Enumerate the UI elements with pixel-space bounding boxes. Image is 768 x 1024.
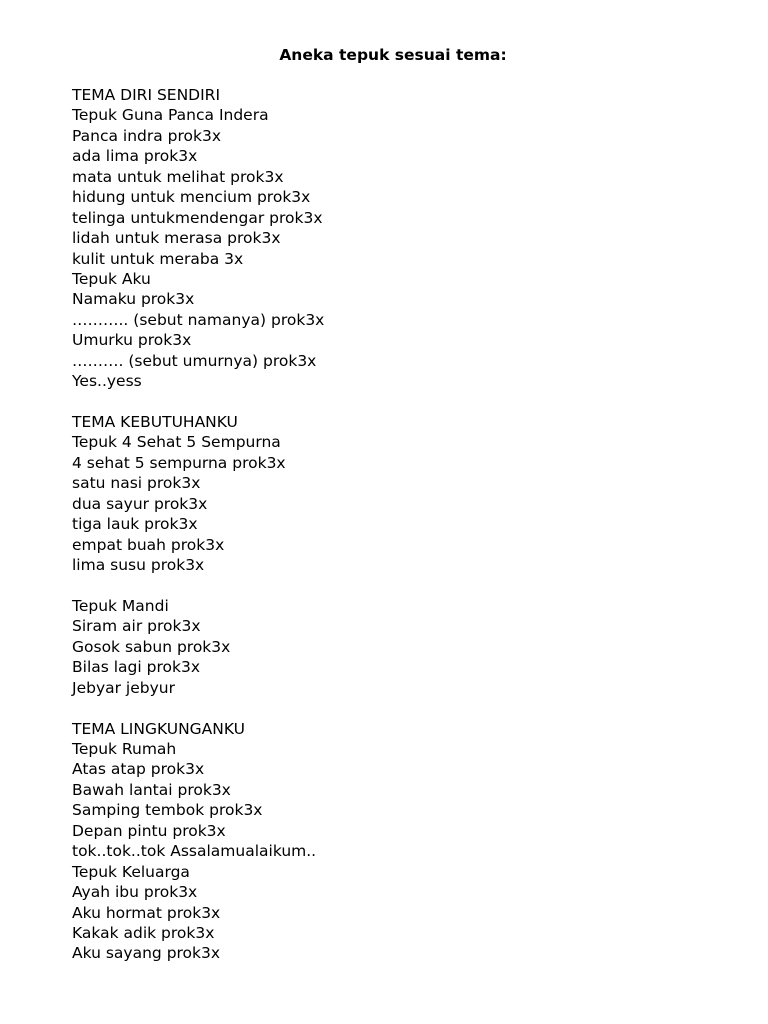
text-line: telinga untukmendengar prok3x — [72, 208, 323, 227]
text-line: 4 sehat 5 sempurna prok3x — [72, 453, 286, 472]
text-line: lidah untuk merasa prok3x — [72, 229, 281, 248]
text-line: ……….. (sebut namanya) prok3x — [72, 310, 325, 329]
text-line: Depan pintu prok3x — [72, 821, 226, 840]
text-line: Tepuk Rumah — [72, 740, 177, 758]
text-line: Tepuk Mandi — [72, 596, 169, 615]
text-line: dua sayur prok3x — [72, 494, 208, 513]
text-line: Bilas lagi prok3x — [72, 658, 200, 677]
text-line: Ayah ibu prok3x — [72, 883, 198, 902]
document-body — [72, 85, 732, 964]
text-line: Jebyar jebyur — [72, 678, 175, 697]
text-line: tok..tok..tok Assalamualaikum.. — [72, 842, 317, 861]
text-line: lima susu prok3x — [72, 556, 205, 575]
text-line: TEMA KEBUTUHANKU — [72, 413, 238, 431]
section-gap — [72, 698, 732, 718]
text-line: Yes..yess — [72, 372, 142, 391]
text-line: empat buah prok3x — [72, 535, 225, 554]
text-line: hidung untuk mencium prok3x — [72, 188, 311, 207]
text-line: satu nasi prok3x — [72, 474, 201, 493]
text-line: Gosok sabun prok3x — [72, 637, 231, 656]
text-line: Kakak adik prok3x — [72, 923, 215, 942]
text-line: Aku hormat prok3x — [72, 903, 221, 922]
text-line: TEMA DIRI SENDIRI — [72, 86, 221, 104]
text-line: Siram air prok3x — [72, 617, 201, 636]
text-line: Umurku prok3x — [72, 331, 192, 350]
text-line: TEMA LINGKUNGANKU — [72, 719, 245, 738]
section-gap — [72, 392, 732, 412]
text-line: Atas atap prok3x — [72, 760, 205, 779]
text-line: ………. (sebut umurnya) prok3x — [72, 351, 317, 370]
text-line: Aku sayang prok3x — [72, 944, 221, 963]
text-line: mata untuk melihat prok3x — [72, 167, 284, 186]
text-line: Bawah lantai prok3x — [72, 780, 231, 799]
text-line: Panca indra prok3x — [72, 126, 222, 145]
text-line: tiga lauk prok3x — [72, 515, 198, 534]
section-gap — [72, 576, 732, 596]
text-line: Tepuk Keluarga — [72, 862, 190, 881]
text-line: ada lima prok3x — [72, 147, 198, 166]
text-line: kulit untuk meraba 3x — [72, 249, 244, 268]
document-title: Aneka tepuk sesuai tema: — [279, 46, 507, 64]
text-line: Samping tembok prok3x — [72, 801, 263, 820]
text-line: Tepuk 4 Sehat 5 Sempurna — [72, 433, 281, 452]
text-line: Namaku prok3x — [72, 290, 195, 309]
text-line: Tepuk Aku — [72, 269, 151, 288]
text-line: Tepuk Guna Panca Indera — [72, 106, 269, 125]
